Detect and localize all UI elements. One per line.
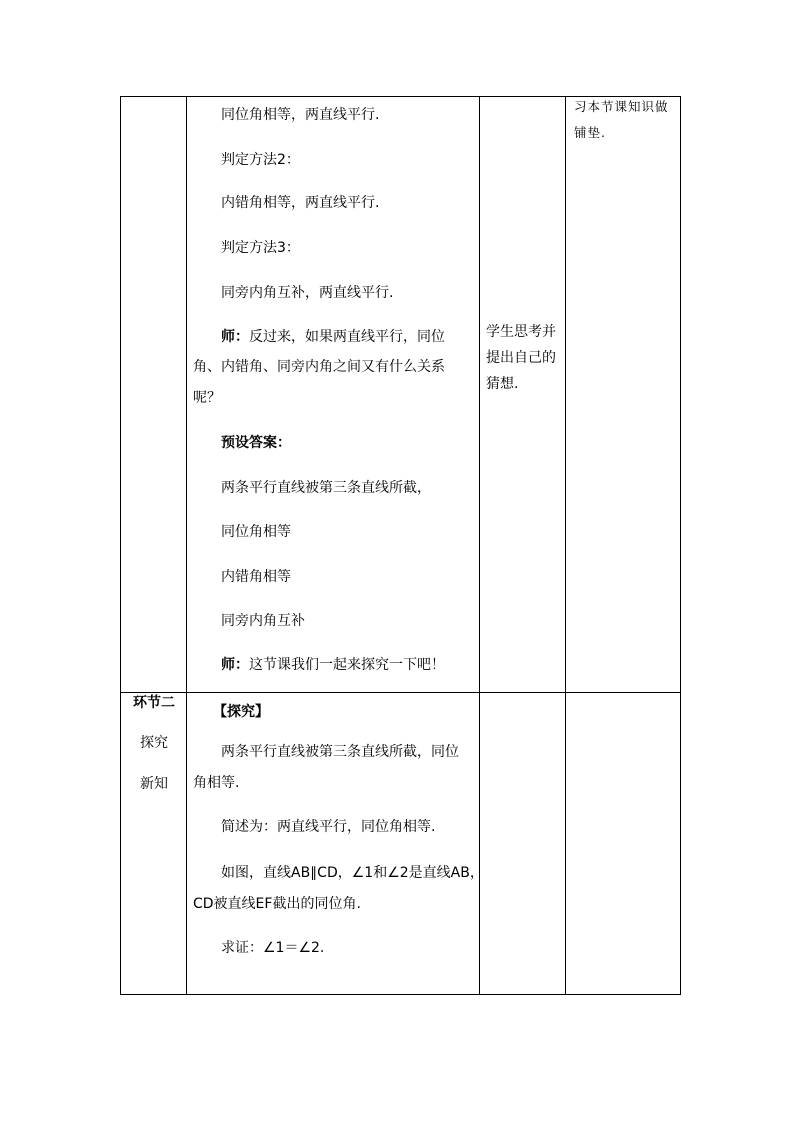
prove-line: 求证：∠1＝∠2. <box>221 940 325 956</box>
lesson-table <box>120 96 681 995</box>
text-line: 两条平行直线被第三条直线所截，同位 <box>221 744 459 760</box>
table-row <box>121 97 681 693</box>
text-line: 内错角相等，两直线平行. <box>221 195 380 211</box>
method-label: 判定方法2： <box>221 152 300 168</box>
stage-cell <box>121 693 187 995</box>
section-sub: 新知 <box>140 776 168 792</box>
text-line: 两条平行直线被第三条直线所截， <box>221 480 431 496</box>
content-cell <box>187 693 484 995</box>
text-line: 呢？ <box>193 390 221 406</box>
section-title: 环节二 <box>133 695 175 711</box>
student-activity: 学生思考并提出自己的猜想. <box>486 324 556 392</box>
content-cell <box>187 97 480 693</box>
text-line: CD被直线EF截出的同位角. <box>193 896 361 912</box>
teacher-question: 师：反过来，如果两直线平行，同位 <box>221 329 445 345</box>
design-intent: 习本节课知识做铺垫. <box>574 99 669 140</box>
teacher-label: 师： <box>221 329 249 345</box>
text-line: 如图，直线AB∥CD，∠1和∠2是直线AB， <box>221 865 484 881</box>
text-line: 同位角相等，两直线平行. <box>221 107 380 123</box>
teacher-closing: 师：这节课我们一起来探究一下吧！ <box>221 657 445 673</box>
student-cell <box>480 693 566 995</box>
text-line: 内错角相等 <box>221 569 291 585</box>
stage-cell <box>121 97 187 693</box>
section-sub: 探究 <box>140 735 168 751</box>
text-line: 同旁内角互补，两直线平行. <box>221 285 394 301</box>
teacher-label: 师： <box>221 657 249 673</box>
text-line: 角相等. <box>193 775 240 791</box>
method-label: 判定方法3： <box>221 240 300 256</box>
table-row <box>121 693 681 995</box>
intent-cell <box>566 693 681 995</box>
explore-label: 【探究】 <box>213 704 269 720</box>
text-line: 同旁内角互补 <box>221 613 305 629</box>
student-cell <box>480 97 566 693</box>
text-line: 简述为：两直线平行，同位角相等. <box>221 819 436 835</box>
intent-cell <box>566 97 681 693</box>
text-line: 同位角相等 <box>221 524 291 540</box>
text-line: 角、内错角、同旁内角之间又有什么关系 <box>193 359 445 375</box>
answer-label: 预设答案： <box>221 435 291 451</box>
